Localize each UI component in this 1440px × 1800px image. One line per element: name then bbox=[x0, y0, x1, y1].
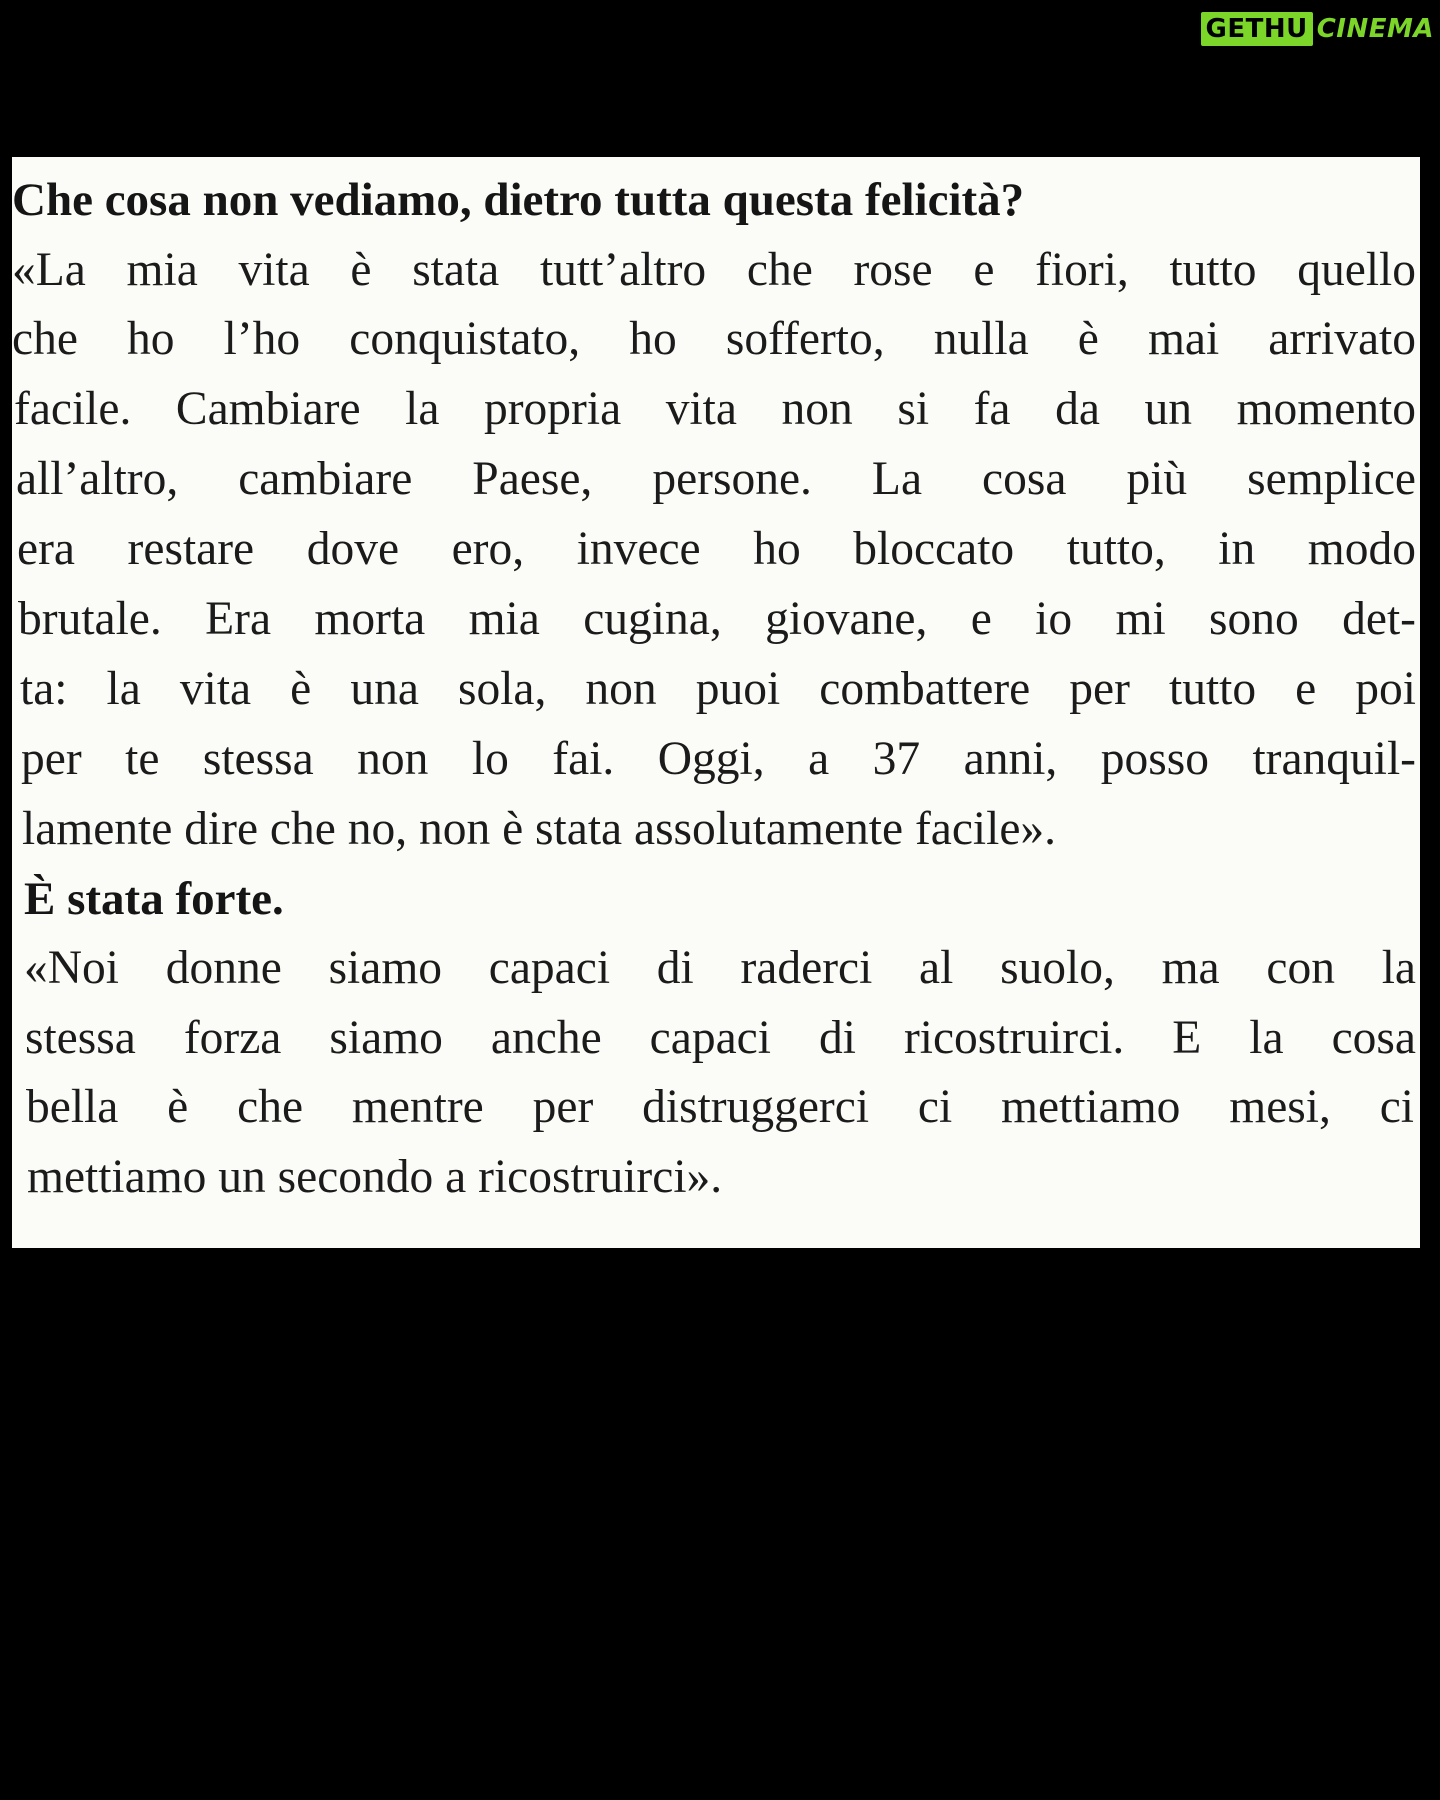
answer-1-line-5: era restare dove ero, invece ho bloccato tutto, in modo bbox=[17, 523, 1416, 575]
magazine-clipping bbox=[12, 157, 1420, 1248]
answer-1-line-6: brutale. Era morta mia cugina, giovane, e io mi sono det- bbox=[18, 593, 1416, 645]
watermark-logo-part1: GETHU bbox=[1201, 12, 1313, 46]
answer-2-line-1: «Noi donne siamo capaci di raderci al suolo, ma con la bbox=[24, 942, 1416, 994]
interview-question-1: Che cosa non vediamo, dietro tutta questa felicità? bbox=[12, 174, 1025, 226]
answer-1-line-1: «La mia vita è stata tutt’altro che rose e fiori, tutto quello bbox=[12, 244, 1416, 296]
answer-1-line-3: facile. Cambiare la propria vita non si fa da un momento bbox=[14, 383, 1416, 435]
answer-2-line-2: stessa forza siamo anche capaci di ricostruirci. E la cosa bbox=[25, 1012, 1416, 1064]
answer-1-line-7: ta: la vita è una sola, non puoi combattere per tutto e poi bbox=[20, 663, 1416, 715]
answer-1-line-4: all’altro, cambiare Paese, persone. La cosa più semplice bbox=[16, 453, 1416, 505]
watermark-logo-part2: CINEMA bbox=[1316, 14, 1434, 44]
answer-2-line-3: bella è che mentre per distruggerci ci mettiamo mesi, ci bbox=[26, 1081, 1414, 1133]
answer-1-line-8: per te stessa non lo fai. Oggi, a 37 anni, posso tranquil- bbox=[21, 733, 1416, 785]
answer-1-line-9: lamente dire che no, non è stata assolutamente facile». bbox=[22, 803, 1057, 855]
answer-2-line-4: mettiamo un secondo a ricostruirci». bbox=[27, 1151, 723, 1203]
answer-1-line-2: che ho l’ho conquistato, ho sofferto, nulla è mai arrivato bbox=[12, 313, 1416, 365]
watermark-logo bbox=[1201, 12, 1435, 46]
interview-question-2: È stata forte. bbox=[24, 873, 284, 925]
